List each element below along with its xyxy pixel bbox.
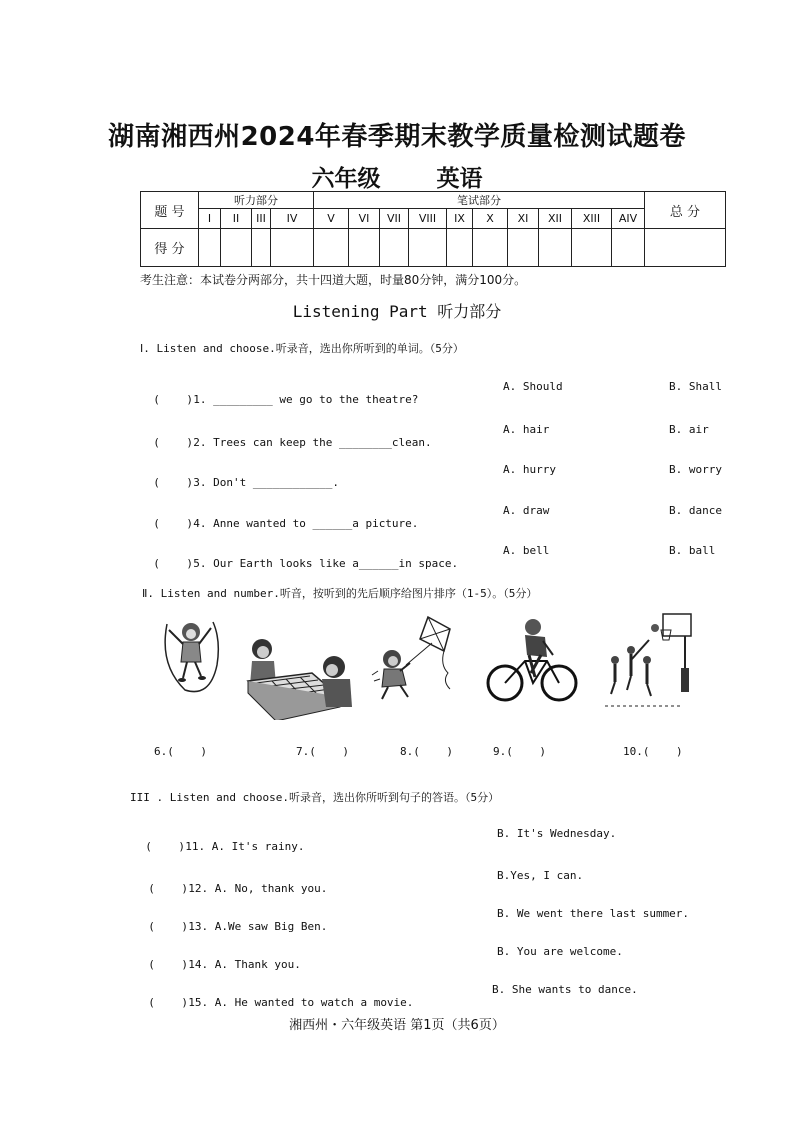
col-header: V xyxy=(314,209,349,229)
score-cell[interactable] xyxy=(252,229,271,267)
answer-blank[interactable]: ( ) xyxy=(148,882,188,895)
question-2: ( )2. Trees can keep the ________clean. xyxy=(153,436,432,449)
answer-blank[interactable]: ( ) xyxy=(148,920,188,933)
question-12: ( )12. A. No, thank you. xyxy=(148,882,328,895)
option-a: A. draw xyxy=(503,504,550,517)
riding-bike-picture xyxy=(485,615,580,705)
col-header: VIII xyxy=(409,209,447,229)
question-13: ( )13. A.We saw Big Ben. xyxy=(148,920,328,933)
answer-blank[interactable]: ( ) xyxy=(153,436,193,449)
col-header: IX xyxy=(447,209,473,229)
score-cell[interactable] xyxy=(539,229,572,267)
col-header: III xyxy=(252,209,271,229)
answer-blank[interactable]: ( ) xyxy=(153,557,193,570)
picture-row xyxy=(150,610,710,720)
option-b: B. worry xyxy=(669,463,722,476)
score-cell[interactable] xyxy=(508,229,539,267)
written-header: 笔试部分 xyxy=(314,192,645,209)
option-a: A. Should xyxy=(503,380,563,393)
question-1: ( )1. _________ we go to the theatre? xyxy=(153,393,419,406)
score-cell[interactable] xyxy=(380,229,409,267)
playing-chess-picture xyxy=(242,635,357,720)
section2-heading: Ⅱ. Listen and number.听音，按听到的先后顺序给图片排序（1-5）。（5分） xyxy=(142,587,538,600)
grade-label: 六年级 xyxy=(311,166,381,192)
subject-label: 英语 xyxy=(436,166,483,192)
score-cell[interactable] xyxy=(409,229,447,267)
exam-subtitle xyxy=(0,160,794,193)
score-cell[interactable] xyxy=(349,229,380,267)
score-cell[interactable] xyxy=(271,229,314,267)
option-b: B. ball xyxy=(669,544,716,557)
exam-title: 湖南湘西州2024年春季期末教学质量检测试题卷 xyxy=(108,122,686,152)
section3-heading: III . Listen and choose.听录音，选出你所听到句子的答语。（5分） xyxy=(130,791,500,804)
section1-heading: Ⅰ. Listen and choose.听录音，选出你所听到的单词。（5分） xyxy=(140,342,464,355)
answer-blank[interactable]: ( ) xyxy=(153,393,193,406)
row-label-score: 得 分 xyxy=(141,229,199,267)
answer-blank[interactable]: ( ) xyxy=(148,958,188,971)
col-header: X xyxy=(473,209,508,229)
page-footer: 湘西州・六年级英语 第1页（共6页） xyxy=(289,1018,505,1033)
option-b: B. It's Wednesday. xyxy=(497,827,617,840)
score-cell[interactable] xyxy=(221,229,252,267)
answer-blank[interactable]: ( ) xyxy=(145,840,185,853)
col-header: XIII xyxy=(572,209,612,229)
score-cell[interactable] xyxy=(199,229,221,267)
col-header: IV xyxy=(271,209,314,229)
option-a: A. hurry xyxy=(503,463,556,476)
listening-part-title: Listening Part 听力部分 xyxy=(292,302,502,321)
col-header: VII xyxy=(380,209,409,229)
option-b: B. dance xyxy=(669,504,722,517)
option-b: B. You are welcome. xyxy=(497,945,623,958)
skipping-rope-picture xyxy=(155,610,230,695)
option-b: B.Yes, I can. xyxy=(497,869,584,882)
total-header: 总 分 xyxy=(645,192,726,229)
question-14: ( )14. A. Thank you. xyxy=(148,958,301,971)
option-a: A. bell xyxy=(503,544,550,557)
picture-blank-6[interactable]: 6.( ) xyxy=(154,745,207,758)
option-b: B. Shall xyxy=(669,380,722,393)
col-header: XII xyxy=(539,209,572,229)
col-header: AIV xyxy=(612,209,645,229)
flying-kite-picture xyxy=(370,615,465,705)
answer-blank[interactable]: ( ) xyxy=(148,996,188,1009)
answer-blank[interactable]: ( ) xyxy=(153,517,193,530)
option-b: B. We went there last summer. xyxy=(497,907,690,920)
question-15: ( )15. A. He wanted to watch a movie. xyxy=(148,996,414,1009)
col-header: II xyxy=(221,209,252,229)
answer-blank[interactable]: ( ) xyxy=(153,476,193,489)
score-cell[interactable] xyxy=(572,229,612,267)
col-header: XI xyxy=(508,209,539,229)
question-4: ( )4. Anne wanted to ______a picture. xyxy=(153,517,419,530)
picture-blank-9[interactable]: 9.( ) xyxy=(493,745,546,758)
question-11: ( )11. A. It's rainy. xyxy=(145,840,305,853)
question-3: ( )3. Don't ____________. xyxy=(153,476,339,489)
playing-basketball-picture xyxy=(605,610,705,710)
exam-notice: 考生注意：本试卷分两部分，共十四道大题，时量80分钟，满分100分。 xyxy=(140,273,527,287)
score-cell[interactable] xyxy=(447,229,473,267)
picture-blank-10[interactable]: 10.( ) xyxy=(623,745,683,758)
option-b: B. air xyxy=(669,423,709,436)
listening-header: 听力部分 xyxy=(199,192,314,209)
option-a: A. hair xyxy=(503,423,550,436)
score-cell[interactable] xyxy=(473,229,508,267)
option-b: B. She wants to dance. xyxy=(492,983,638,996)
question-5: ( )5. Our Earth looks like a______in space. xyxy=(153,557,459,570)
picture-blank-7[interactable]: 7.( ) xyxy=(296,745,349,758)
total-score-cell[interactable] xyxy=(645,229,726,267)
col-header: VI xyxy=(349,209,380,229)
score-table xyxy=(140,191,726,267)
col-header: I xyxy=(199,209,221,229)
picture-blank-8[interactable]: 8.( ) xyxy=(400,745,453,758)
row-label-question-no: 题 号 xyxy=(141,192,199,229)
score-cell[interactable] xyxy=(314,229,349,267)
score-cell[interactable] xyxy=(612,229,645,267)
